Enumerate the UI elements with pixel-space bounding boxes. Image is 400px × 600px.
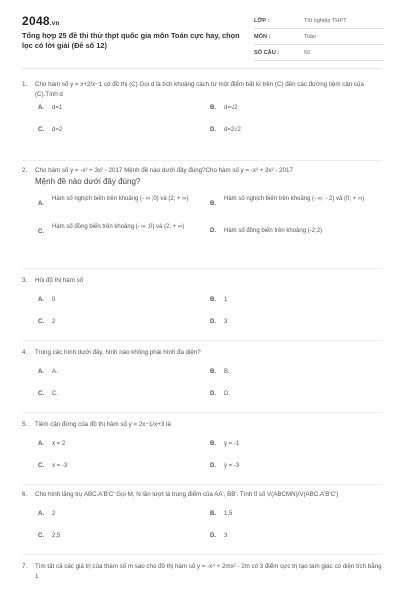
question-separator (22, 484, 382, 485)
option-label: A. (38, 511, 44, 517)
option-label: D. (210, 228, 216, 234)
answer-options (22, 296, 382, 334)
site-logo[interactable] (22, 14, 59, 28)
option-text: Hàm số nghịch biến trên khoảng (- ∞; - 2) và (0; + ∞) (224, 196, 365, 202)
question-stem (22, 420, 382, 430)
answer-options (22, 191, 382, 251)
question-text: Tiệm cận đứng của đồ thị hàm số y = 2x−1/x+3 là (35, 421, 171, 428)
option-text: Hàm số nghịch biến trên khoảng (- ∞ ;0) và (2; + ∞) (52, 196, 189, 202)
question-text: Cho hàm số y = -x³ + 3x² - 2017 Mệnh đề nào dưới đây đúng?Cho hàm số y = -x³ + 3x² - 2017 (35, 167, 293, 174)
option-label: A. (38, 441, 44, 447)
question-1 (22, 80, 382, 142)
document-title: Tổng hợp 25 đề thi thử thpt quốc gia môn Toán cực hay, chọn lọc có lời giải (Đề số 12) (22, 31, 240, 50)
question-separator (22, 412, 382, 413)
question-stem (22, 562, 382, 582)
option-text: 2 (52, 319, 56, 325)
question-number: 4. (22, 349, 28, 356)
meta-value: 50 (304, 50, 311, 56)
option-text: x = 2 (52, 441, 66, 447)
question-7 (22, 562, 382, 582)
option-text: d=2 (52, 127, 63, 133)
option-label: A. (38, 201, 44, 207)
question-6 (22, 490, 382, 548)
option-text: 2,5 (52, 533, 61, 539)
answer-options (22, 510, 382, 548)
question-2 (22, 166, 382, 251)
question-number: 5. (22, 421, 28, 428)
option-label: C. (38, 391, 44, 397)
answer-options (22, 104, 382, 142)
meta-key: LỚP : (254, 18, 270, 24)
option-text: 1,5 (224, 511, 233, 517)
option-text: Hàm số đồng biến trên khoảng (-2;2) (224, 228, 323, 234)
question-text: Cho hàm số y = x+2/x−1 có đồ thị (C) Gọi d là tích khoảng cách từ một điểm bất kì trên (C) đến các đường tiệm cận của (C).Tính d (35, 81, 364, 98)
meta-value: Tốt nghiệp THPT (304, 18, 347, 24)
logo-text: 2048 (22, 14, 50, 28)
option-label: C. (38, 229, 44, 235)
option-text: d=√2 (224, 105, 238, 111)
meta-key: SỐ CÂU : (254, 50, 280, 56)
option-text: Hàm số đồng biến trên khoảng (- ∞ ;0) và (2; + ∞) (52, 224, 185, 230)
option-label: C. (38, 533, 44, 539)
question-stem (22, 348, 382, 358)
option-text: d=2√2 (224, 127, 241, 133)
question-5 (22, 420, 382, 478)
question-text-large: Mệnh đề nào dưới đây đúng? (35, 177, 141, 186)
document-header (22, 14, 382, 62)
option-label: B. (210, 369, 216, 375)
option-label: D. (210, 319, 216, 325)
logo-suffix: .vn (49, 21, 60, 27)
question-stem (22, 166, 382, 187)
option-text: A. (52, 369, 58, 375)
option-label: B. (210, 441, 216, 447)
question-number: 3. (22, 277, 28, 284)
exam-meta (254, 16, 384, 64)
question-number: 7. (22, 563, 28, 570)
option-label: B. (210, 105, 216, 111)
option-text: 0 (52, 297, 56, 303)
option-label: B. (210, 511, 216, 517)
option-text: y = -3 (224, 463, 240, 469)
option-label: D. (210, 127, 216, 133)
question-text: Trong các hình dưới đây, hình nào không phải hình đa diện? (35, 349, 201, 356)
option-text: y = -1 (224, 441, 240, 447)
answer-options (22, 440, 382, 478)
question-4 (22, 348, 382, 406)
option-label: C. (38, 463, 44, 469)
option-text: C. (52, 391, 58, 397)
question-stem (22, 80, 382, 100)
question-text: Hỏi đồ thị hàm số (35, 277, 84, 284)
option-text: D. (224, 391, 230, 397)
question-3 (22, 276, 382, 334)
question-number: 2. (22, 167, 28, 174)
option-text: 2 (52, 511, 56, 517)
header-divider (22, 68, 382, 69)
option-label: B. (210, 297, 216, 303)
question-text: Cho hình lăng trụ ABC.A'B'C' Gọi M, N lần lượt là trung điểm của AA', BB'. Tính tỉ số V(ABCMN)/V(ABC.A'B'C') (35, 491, 339, 498)
meta-row-subject (254, 32, 384, 45)
option-label: D. (210, 463, 216, 469)
option-label: C. (38, 127, 44, 133)
meta-value: Toán (304, 34, 317, 40)
meta-row-class (254, 16, 384, 29)
question-stem (22, 276, 382, 286)
option-text: 3 (224, 319, 228, 325)
option-label: B. (210, 201, 216, 207)
question-stem (22, 490, 382, 500)
option-label: C. (38, 319, 44, 325)
question-separator (22, 160, 382, 161)
question-separator (22, 554, 382, 555)
question-text: Tìm tất cả các giá trị của tham số m sao cho đồ thị hàm số y = -x⁴ + 2mx² - 2m có 3 điểm cực trị tạo tam giác có diện tích bằng 1 (35, 563, 382, 580)
option-label: A. (38, 297, 44, 303)
question-separator (22, 268, 382, 269)
meta-key: MÔN : (254, 34, 271, 40)
option-text: 3 (224, 533, 228, 539)
option-label: D. (210, 391, 216, 397)
meta-row-count (254, 48, 384, 61)
question-number: 6. (22, 491, 28, 498)
answer-options (22, 368, 382, 406)
question-separator (22, 340, 382, 341)
option-text: d=1 (52, 105, 63, 111)
option-text: x = -3 (52, 463, 68, 469)
option-text: B. (224, 369, 230, 375)
option-label: D. (210, 533, 216, 539)
option-label: A. (38, 369, 44, 375)
option-label: A. (38, 105, 44, 111)
option-text: 1 (224, 297, 228, 303)
question-number: 1. (22, 81, 28, 88)
